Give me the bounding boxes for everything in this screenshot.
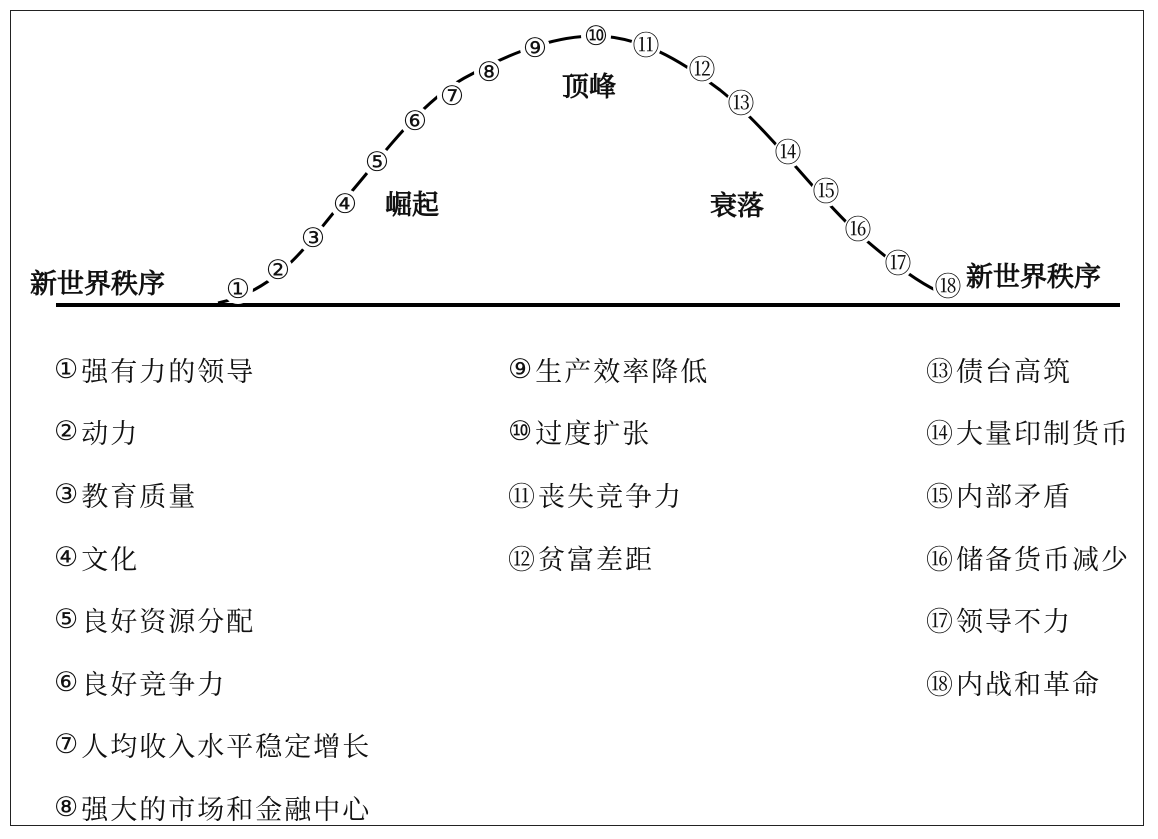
stage-marker-7: ⑦	[439, 81, 465, 112]
label-decline: 衰落	[710, 191, 764, 222]
legend-item: ⑦ 人均收入水平稳定增长	[54, 729, 372, 764]
legend-item: ③ 教育质量	[54, 478, 198, 513]
legend-item: ⑮ 内部矛盾	[926, 481, 1072, 513]
stage-marker-12: ⑫	[688, 55, 716, 86]
stage-marker-3: ③	[300, 223, 326, 254]
legend-item: ⑫ 贫富差距	[508, 544, 654, 576]
legend-item: ⑪ 丧失竞争力	[508, 481, 683, 513]
legend-column-rise	[54, 338, 371, 839]
legend-item: ⑭ 大量印制货币	[926, 419, 1130, 451]
legend-item: ② 动力	[54, 416, 140, 451]
legend-item: ⑨ 生产效率降低	[508, 353, 710, 388]
legend-item: ① 强有力的领导	[54, 353, 256, 388]
legend-column-decline	[926, 338, 1130, 714]
legend-item: ⑤ 良好资源分配	[54, 604, 256, 639]
stage-marker-13: ⑬	[727, 89, 755, 120]
stage-marker-9: ⑨	[522, 33, 548, 64]
stage-marker-16: ⑯	[844, 215, 872, 246]
stage-marker-11: ⑪	[632, 31, 660, 62]
legend-item: ⑯ 储备货币减少	[926, 544, 1130, 576]
legend-item: ④ 文化	[54, 541, 140, 576]
legend-item: ⑧ 强大的市场和金融中心	[54, 791, 372, 826]
label-right-new-world-order: 新世界秩序	[966, 262, 1101, 293]
stage-marker-15: ⑮	[812, 177, 840, 208]
stage-marker-2: ②	[265, 255, 291, 286]
stage-marker-8: ⑧	[476, 57, 502, 88]
stage-marker-1: ①	[225, 274, 251, 305]
stage-marker-18: ⑱	[934, 272, 962, 303]
label-left-new-world-order: 新世界秩序	[30, 269, 165, 300]
stage-markers	[223, 21, 963, 305]
label-peak: 顶峰	[562, 72, 616, 103]
legend-item: ⑰ 领导不力	[926, 607, 1072, 639]
stage-marker-10: ⑩	[583, 21, 609, 52]
legend-column-peak	[508, 338, 709, 588]
legend-item: ⑥ 良好竞争力	[54, 666, 227, 701]
legend-item: ⑬ 债台高筑	[926, 356, 1072, 388]
stage-marker-6: ⑥	[402, 106, 428, 137]
stage-marker-14: ⑭	[774, 138, 802, 169]
legend-item: ⑩ 过度扩张	[508, 416, 652, 451]
stage-marker-5: ⑤	[364, 147, 390, 178]
legend-item: ⑱ 内战和革命	[926, 669, 1101, 701]
stage-marker-17: ⑰	[884, 249, 912, 280]
stage-marker-4: ④	[332, 189, 358, 220]
label-rise: 崛起	[385, 190, 439, 221]
